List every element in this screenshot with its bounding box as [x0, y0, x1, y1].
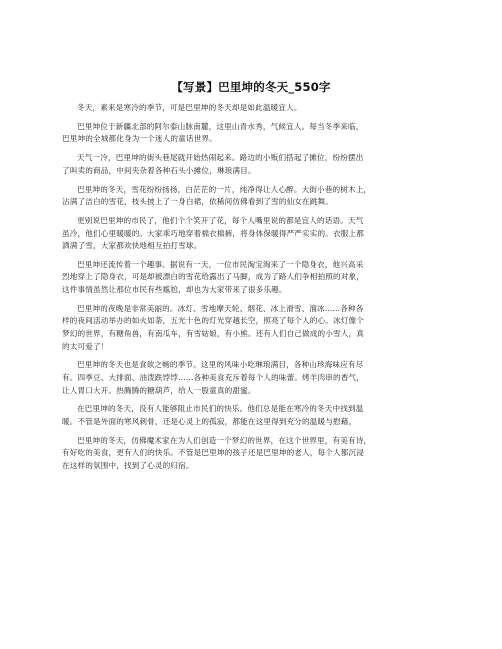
paragraph-line: 冬天，素来是寒冷的季节，可是巴里坤的冬天却是如此温暖宜人。 [77, 103, 302, 112]
paragraph-line: 巴里坤还流传着一个趣事。据说有一天，一位市民淘宝淘来了一个隐身衣，他兴高采 [77, 259, 364, 269]
paragraph [62, 184, 442, 209]
paragraph [62, 152, 442, 177]
paragraph-line: 巴里坤位于新疆北部的阿尔泰山脉南麓，这里山青水秀，气候宜人。每当冬季来临， [77, 121, 364, 131]
paragraph-line: 虽冷，他们心里暖暖的。大家乖巧地穿着棉衣棉裤，将身体保暖得严严实实的。衣服上都 [62, 228, 365, 238]
paragraph-line: 的太可爱了！ [62, 341, 109, 351]
paragraph-line: 巴里坤的冬天，仿佛魔术家在为人们创造一个梦幻的世界，在这个世界里，有美有诗， [77, 435, 372, 445]
paragraph-line: 更别说巴里坤的市民了，他们个个笑开了花，每个人嘴里说的都是宜人的话语。天气 [77, 215, 364, 225]
document-title: 【写景】巴里坤的冬天_550字 [171, 80, 331, 94]
paragraph-line: 梦幻的世界，有糖角兽，有南瓜车，有雪姑娘，有小熊。还有人们自己做成的小雪人，真 [62, 329, 365, 339]
paragraph-line: 让人胃口大开。热腾腾的糖葫芦，给人一股童真的甜蜜。 [62, 385, 256, 395]
paragraph [62, 215, 442, 253]
paragraph-line: 样的夜间活动举办的如火如荼，五光十色的灯光穿越长空，照亮了每个人的心。冰灯像个 [62, 316, 365, 326]
paragraph-line: 这件事情虽然让那位市民有些尴尬，却也为大家带来了很多乐趣。 [62, 285, 287, 295]
paragraph-line: 巴里坤的冬天，雪花纷纷扬扬，白茫茫的一片，纯净得让人心醉。大街小巷的树木上， [77, 184, 372, 194]
paragraph-line: 在这样的氛围中，找到了心灵的归宿。 [62, 460, 194, 470]
paragraph-line: 洒满了雪，大家都欢快地相互拍打雪球。 [62, 241, 202, 251]
paragraph-line: 了叫卖的商品，中间夹杂着各种石头小摊位，琳琅满目。 [62, 165, 256, 175]
paragraph-line: 天气一冷，巴里坤的街头巷尾就开始热闹起来。路边的小贩们搭起了摊位，纷纷摆出 [77, 153, 364, 163]
paragraph [62, 303, 442, 353]
paragraph [62, 102, 442, 115]
paragraph-line: 在巴里坤的冬天，没有人能够阻止市民们的快乐。他们总是能在寒冷的冬天中找到温 [77, 404, 364, 414]
paragraph-line: 暖。不管是外面的寒风刺骨，还是心灵上的孤寂，都能在这里得到充分的温暖与慰藉。 [62, 416, 357, 426]
paragraph [62, 435, 442, 473]
document-body [62, 102, 442, 479]
paragraph-line: 巴里坤的夜晚是非常美丽的。冰灯、雪地摩天轮、烟花、冰上滑雪、溜冰……各种各 [77, 303, 364, 313]
paragraph-line: 烈地穿上了隐身衣，可是却被漂白的雪花给露出了马脚，成为了路人们争相拍照的对象， [62, 272, 365, 282]
paragraph-line: 有好吃的美食，更有人们的快乐。不管是巴里坤的孩子还是巴里坤的老人，每个人都沉浸 [62, 448, 365, 458]
paragraph [62, 121, 442, 146]
paragraph-line: 沾满了洁白的雪花，枝头披上了一身白裙，依稀间仿佛看到了雪的仙女在跳舞。 [62, 197, 334, 207]
paragraph [62, 359, 442, 397]
paragraph-line: 巴里坤的冬天也是食欲之畅的季节。这里的风味小吃琳琅满目，各种山珍海味应有尽 [77, 360, 364, 370]
paragraph [62, 259, 442, 297]
paragraph-line: 巴里坤的全城都化身为一个迷人的童话世界。 [62, 134, 217, 144]
paragraph [62, 403, 442, 428]
paragraph-line: 有。四季豆、大排面、油泼跌饽饽……各种美食充斥着每个人的味蕾。烤羊肉串的香气， [62, 373, 365, 382]
